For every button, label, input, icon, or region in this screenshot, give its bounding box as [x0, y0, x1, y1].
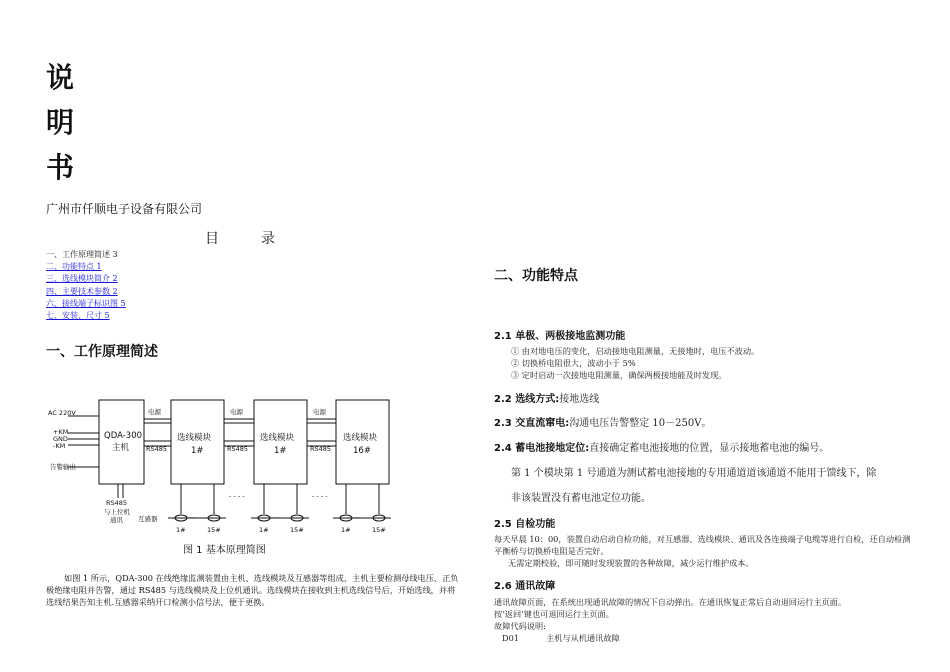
module-id: 1# — [274, 446, 287, 456]
ct-ellipsis: ··· — [189, 514, 196, 522]
module-id: 1# — [191, 446, 204, 456]
module-label: 选线模块 — [260, 433, 295, 443]
s23-line — [494, 414, 711, 429]
toc-item: 一、工作原理简述 3 — [46, 250, 118, 259]
company-name: 广州市仟顺电子设备有限公司 — [46, 202, 203, 216]
s21-list — [511, 345, 911, 381]
ct-ellipsis: ··· — [354, 514, 361, 522]
s23-label: 2.3 交直流窜电: — [494, 418, 570, 429]
s24-label: 2.4 蓄电池接地定位: — [494, 443, 590, 454]
s26-code: D01 — [502, 633, 519, 643]
s24-paragraph-line2: 非该装置没有蓄电池定位功能。 — [511, 493, 651, 504]
doc-title-char-2: 明 — [46, 106, 75, 139]
upper-comm-label-2: 通讯 — [110, 516, 123, 524]
s23-text: 沟通电压告警整定 10－250V。 — [569, 418, 712, 429]
s22-line — [494, 390, 599, 405]
alarm-label: 告警输出 — [50, 463, 76, 471]
section2-heading: 二、功能特点 — [494, 268, 578, 284]
section1-heading: 一、工作原理简述 — [46, 344, 158, 360]
s22-label: 2.2 选线方式: — [494, 394, 560, 405]
figure-caption: 图 1 基本原理简图 — [183, 545, 266, 556]
doc-title-char-3: 书 — [46, 151, 75, 184]
module-ellipsis: - - - - — [312, 492, 328, 500]
ct-last-label: 15# — [207, 526, 221, 534]
table-of-contents — [46, 249, 126, 322]
s24-paragraph-line1: 第 1 个模块第 1 号通道为测试蓄电池接地的专用通道道该通道不能用于馈线下，除 — [511, 468, 877, 479]
ct-first-label: 1# — [341, 526, 351, 534]
doc-title-char-1: 说 — [46, 61, 75, 94]
power-label: 电源 — [313, 408, 326, 416]
s25-text: 每天早晨 10：00，装置自动启动自检功能，对互感器、选线模块、通讯及各连接端子电缆等进行自检，还自动检测平衡桥与切换桥电阻是否完好。 — [494, 534, 911, 556]
s26-code-desc: 主机与从机通讯故障 — [546, 633, 620, 643]
module-label: 选线模块 — [177, 433, 212, 443]
toc-link[interactable]: 六、接线端子标识图 5 — [46, 298, 126, 308]
ct-ellipsis: ··· — [272, 514, 279, 522]
power-label: 电源 — [148, 408, 161, 416]
rs485-label: RS485 — [227, 445, 249, 453]
host-label-1: QDA-300 — [104, 431, 143, 441]
s22-text: 接地选线 — [559, 394, 600, 405]
gnd-label: GND — [53, 435, 68, 443]
toc-title: 目 录 — [205, 231, 289, 247]
s25-text2: 无需定期校验，即可随时发现装置的各种故障，减少运行维护成本。 — [508, 558, 754, 568]
ac-label: AC 220V — [48, 409, 76, 417]
s26-text3: 故障代码说明: — [494, 621, 546, 631]
power-label: 电源 — [230, 408, 243, 416]
transformer-label: 互感器 — [138, 515, 158, 523]
s21-title: 2.1 单极、两极接地监测功能 — [494, 331, 626, 342]
module-id: 16# — [353, 446, 371, 456]
rs485-label: RS485 — [310, 445, 332, 453]
ct-first-label: 1# — [259, 526, 269, 534]
list-item: ② 切换桥电阻很大，波动小于 5% — [511, 358, 636, 368]
rs485-label: RS485 — [146, 445, 168, 453]
s24-line — [494, 439, 829, 454]
km-plus-label: +KM — [53, 428, 69, 436]
s25-title: 2.5 自检功能 — [494, 519, 556, 530]
ct-last-label: 15# — [290, 526, 304, 534]
ct-last-label: 15# — [372, 526, 386, 534]
upper-comm-label-1: 与上位机 — [104, 508, 130, 516]
host-label-2: 主机 — [112, 443, 130, 453]
s24-text: 直接确定蓄电池接地的位置，显示接地蓄电池的编号。 — [589, 443, 830, 454]
toc-link[interactable]: 二、功能特点 1 — [46, 262, 102, 272]
list-item: ③ 定时启动一次接地电阻测量，确保两极接地能及时发现。 — [511, 370, 727, 380]
s26-text1: 通讯故障页面，在系统出现通讯故障的情况下自动弹出。在通讯恢复正常后自动退回运行主页面。 — [494, 597, 847, 607]
principle-diagram — [46, 390, 466, 540]
module-label: 选线模块 — [343, 433, 378, 443]
toc-link[interactable]: 七、安装、尺寸 5 — [46, 311, 110, 321]
list-item: ① 由对地电压的变化，启动接地电阻测量，无接地时，电压不波动。 — [511, 346, 760, 356]
s26-title: 2.6 通讯故障 — [494, 581, 556, 592]
km-minus-label: -KM — [53, 442, 66, 450]
ct-first-label: 1# — [176, 526, 186, 534]
section1-paragraph: 如图 1 所示，QDA-300 在线绝缘监测装置由主机、选线模块及互感器等组成，主机主要检测母线电压、正负极绝缘电阻并告警，通过 RS485 与选线模块及上位机通讯。选线模块在接收到主机选线信号后，开始选线，并将选线结果告知主机.互感器采纳开口检测小信号法，便于更换。 — [46, 573, 459, 607]
host-box — [99, 400, 144, 484]
rs485-bottom-label: RS485 — [106, 499, 128, 507]
toc-link[interactable]: 三、选线模块简介 2 — [46, 274, 118, 284]
s26-text2: 按‘返回’键也可退回运行主页面。 — [494, 609, 614, 619]
toc-link[interactable]: 四、主要技术参数 2 — [46, 286, 118, 296]
module-ellipsis: - - - - — [229, 492, 245, 500]
